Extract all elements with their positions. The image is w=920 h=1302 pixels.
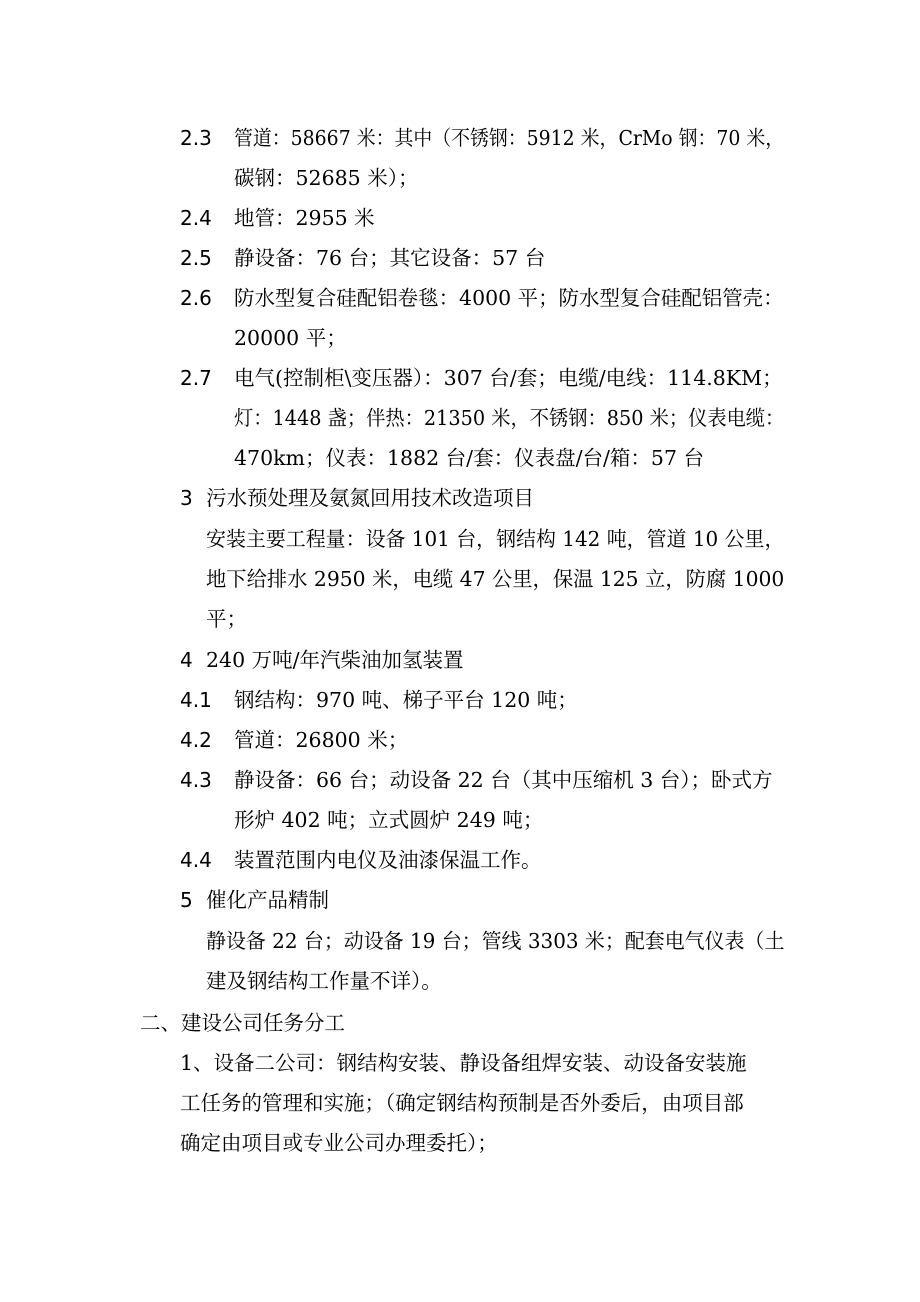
section-number: 4: [180, 648, 193, 672]
section-number: 5: [180, 888, 193, 912]
item-number: 4.4: [180, 848, 212, 872]
text-line: 安装主要工程量：设备 101 台，钢结构 142 吨，管道 10 公里，: [206, 527, 785, 551]
item-number: 2.3: [180, 126, 212, 150]
text-line: 管道：26800 米；: [234, 728, 409, 752]
text-line: 灯：1448 盏；伴热：21350 米，不锈钢：850 米；仪表电缆：: [234, 406, 785, 430]
item-number: 2.7: [180, 366, 212, 390]
text-line: 静设备 22 台；动设备 19 台；管线 3303 米；配套电气仪表（土: [206, 929, 785, 953]
text-line: 防水型复合硅配铝卷毯：4000 平；防水型复合硅配铝管壳：: [234, 286, 784, 310]
item-number: 4.2: [180, 728, 212, 752]
item-number: 4.3: [180, 768, 212, 792]
text-line: 钢结构：970 吨、梯子平台 120 吨；: [234, 688, 578, 712]
text-line: 碳钢：52685 米）；: [234, 166, 419, 190]
text-line: 工任务的管理和实施；（确定钢结构预制是否外委后，由项目部: [180, 1091, 744, 1115]
chapter-heading: 二、建设公司任务分工: [140, 1011, 345, 1035]
section-number: 3: [180, 486, 193, 510]
text-line: 1、设备二公司：钢结构安装、静设备组焊安装、动设备安装施: [180, 1051, 747, 1075]
section-heading: 240 万吨/年汽柴油加氢装置: [206, 648, 464, 672]
text-line: 建及钢结构工作量不详）。: [206, 969, 442, 993]
item-number: 2.6: [180, 286, 212, 310]
text-line: 地管：2955 米: [234, 206, 375, 230]
text-line: 20000 平；: [234, 326, 347, 350]
section-heading: 污水预处理及氨氮回用技术改造项目: [206, 486, 534, 510]
item-number: 4.1: [180, 688, 212, 712]
item-number: 2.5: [180, 246, 212, 270]
text-line: 形炉 402 吨；立式圆炉 249 吨；: [234, 808, 544, 832]
text-line: 电气(控制柜\变压器）：307 台/套；电缆/电线：114.8KM；: [234, 366, 783, 390]
text-line: 平；: [206, 607, 247, 631]
text-line: 管道：58667 米：其中（不锈钢：5912 米，CrMo 钢：70 米，: [234, 126, 785, 150]
section-heading: 催化产品精制: [206, 888, 329, 912]
text-line: 确定由项目或专业公司办理委托）；: [180, 1131, 498, 1155]
item-number: 2.4: [180, 206, 212, 230]
text-line: 静设备：66 台；动设备 22 台（其中压缩机 3 台）；卧式方: [234, 768, 773, 792]
text-line: 静设备：76 台；其它设备：57 台: [234, 246, 546, 270]
text-line: 地下给排水 2950 米，电缆 47 公里，保温 125 立，防腐 1000: [206, 567, 785, 591]
text-line: 470km；仪表：1882 台/套：仪表盘/台/箱：57 台: [234, 446, 704, 470]
text-line: 装置范围内电仪及油漆保温工作。: [234, 848, 542, 872]
